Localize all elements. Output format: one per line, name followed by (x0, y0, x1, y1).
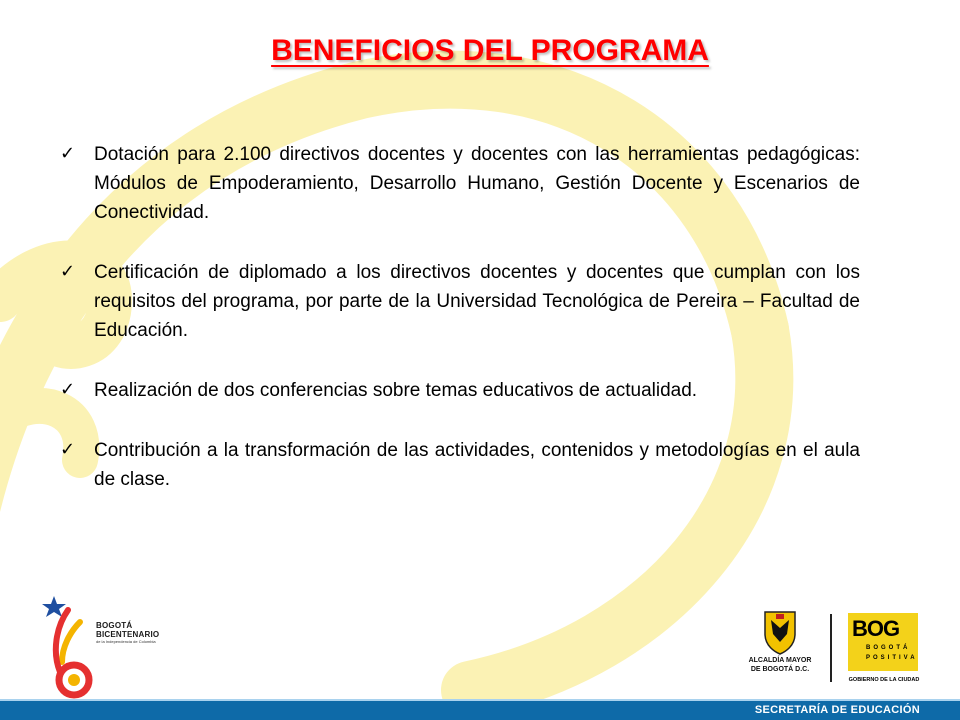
list-item (60, 140, 860, 227)
bicentenario-emblem-icon (40, 592, 100, 702)
list-item-text: Certificación de diplomado a los directivos docentes y docentes que cumplan con los requisitos del programa, por parte de la Universidad Tecnológica de Pereira – Facultad de Educación. (94, 262, 860, 341)
bicentenario-line1: BOGOTÁ (96, 621, 133, 630)
checkmark-icon: ✓ (60, 143, 76, 164)
checkmark-icon: ✓ (60, 439, 76, 460)
bog-badge (848, 613, 918, 671)
alcaldia-line1: ALCALDÍA MAYOR (748, 657, 812, 664)
bogota-positiva-logo (848, 613, 920, 685)
bog-word: BOG (852, 616, 900, 641)
list-item (60, 258, 860, 345)
checkmark-icon: ✓ (60, 379, 76, 400)
list-item-text: Contribución a la transformación de las actividades, contenidos y metodologías en el aula de clase. (94, 440, 860, 490)
bicentenario-line2: BICENTENARIO (96, 630, 160, 639)
bicentenario-line3: de la Independencia de Colombia (96, 639, 156, 644)
list-item (60, 376, 860, 405)
footer-bar (0, 701, 960, 720)
bicentenario-wordmark (96, 621, 196, 645)
checkmark-icon: ✓ (60, 261, 76, 282)
bog-sub1: BOGOTÁ (866, 645, 911, 651)
bogota-bicentenario-logo (40, 592, 180, 702)
alcaldia-mayor-logo (735, 608, 825, 688)
logo-divider (830, 614, 832, 682)
page-title: BENEFICIOS DEL PROGRAMA (271, 34, 709, 67)
bogota-shield-icon (761, 608, 799, 656)
footer-text: SECRETARÍA DE EDUCACIÓN (754, 704, 920, 716)
benefits-list (60, 140, 860, 525)
alcaldia-line2: DE BOGOTÁ D.C. (750, 666, 810, 673)
list-item-text: Realización de dos conferencias sobre temas educativos de actualidad. (94, 380, 698, 401)
bog-sub2: POSITIVA (866, 655, 918, 661)
list-item-text: Dotación para 2.100 directivos docentes y docentes con las herramientas pedagógicas: Módulos de Empoderamiento, Desarrollo Humano, Gestión Docente y Escenarios de Conectividad. (94, 144, 860, 223)
list-item (60, 436, 860, 494)
bog-caption: GOBIERNO DE LA CIUDAD (848, 677, 920, 683)
